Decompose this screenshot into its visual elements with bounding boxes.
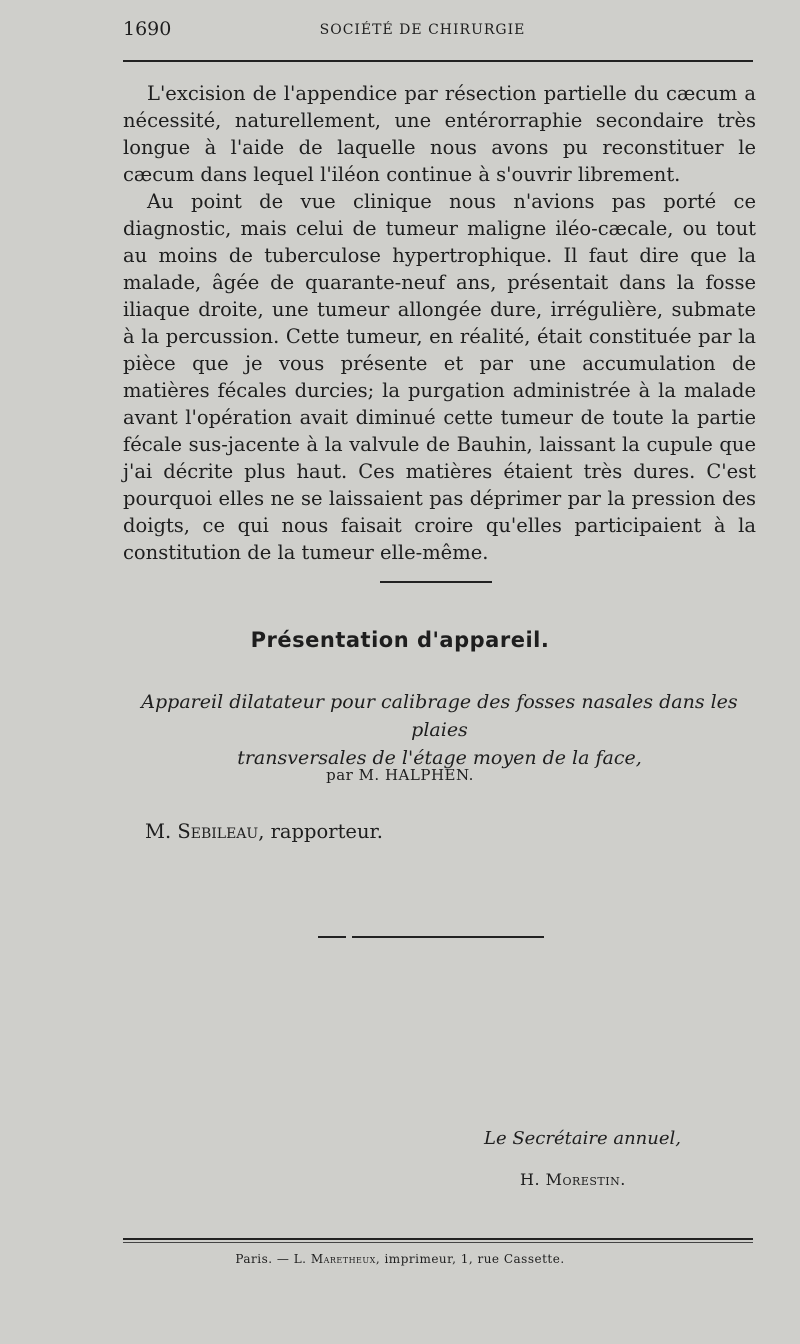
printer-name: Maretheux bbox=[310, 1252, 376, 1266]
section-title: Présentation d'appareil. bbox=[250, 628, 550, 652]
running-head bbox=[123, 18, 752, 46]
signature-title: Le Secrétaire annuel, bbox=[484, 1128, 681, 1149]
subtitle-line: transversales de l'étage moyen de la face, bbox=[237, 747, 642, 769]
rapporteur-suffix: , rapporteur. bbox=[258, 820, 383, 843]
footer-rule-thin bbox=[123, 1242, 753, 1243]
rapporteur-prefix: M. bbox=[145, 820, 172, 843]
subtitle-line: Appareil dilatateur pour calibrage des fosses nasales dans les plaies bbox=[141, 691, 738, 741]
imprint-prefix: Paris. — L. bbox=[235, 1252, 307, 1266]
rapporteur-line bbox=[145, 820, 383, 843]
author-line: par M. HALPHEN. bbox=[326, 766, 474, 784]
signatory bbox=[520, 1170, 626, 1189]
header-rule bbox=[123, 60, 753, 62]
signatory-initial: H. bbox=[520, 1170, 541, 1189]
footer-rule bbox=[123, 1238, 753, 1240]
page-number: 1690 bbox=[123, 18, 172, 40]
printer-imprint bbox=[0, 1252, 800, 1266]
signatory-name: Morestin. bbox=[545, 1170, 626, 1189]
paragraph: Au point de vue clinique nous n'avions pas porté ce diagnostic, mais celui de tumeur maligne iléo-cæcale, ou tout au moins de tuberculose hypertrophique. Il faut dire que la malade, âgée de quarante-neuf ans, présentait dans la fosse iliaque droite, une tumeur allongée dure, irrégulière, submate à la percussion. Cette tumeur, en réalité, était constituée par la pièce que je vous présente et par une accumulation de matières fécales durcies; la purgation administrée à la malade avant l'opération avait diminué cette tumeur de toute la partie fécale sus-jacente à la valvule de Bauhin, laissant la cupule que j'ai décrite plus haut. Ces matières étaient très dures. C'est pourquoi elles ne se laissaient pas déprimer par la pression des doigts, ce qui nous faisait croire qu'elles participaient à la constitution de la tumeur elle-même. bbox=[123, 190, 756, 564]
paragraph: L'excision de l'appendice par résection partielle du cæcum a nécessité, naturellement, une entérorraphie secondaire très longue à l'aide de laquelle nous avons pu reconstituer le cæcum dans lequel l'iléon continue à s'ouvrir librement. bbox=[123, 82, 756, 186]
body-text bbox=[123, 80, 756, 566]
journal-title: SOCIÉTÉ DE CHIRURGIE bbox=[319, 22, 526, 38]
section-subtitle bbox=[123, 688, 756, 772]
rapporteur-name: Sebileau bbox=[177, 820, 259, 843]
section-separator bbox=[380, 581, 492, 583]
imprint-suffix: , imprimeur, 1, rue Cassette. bbox=[375, 1252, 565, 1266]
end-separator bbox=[318, 936, 544, 938]
